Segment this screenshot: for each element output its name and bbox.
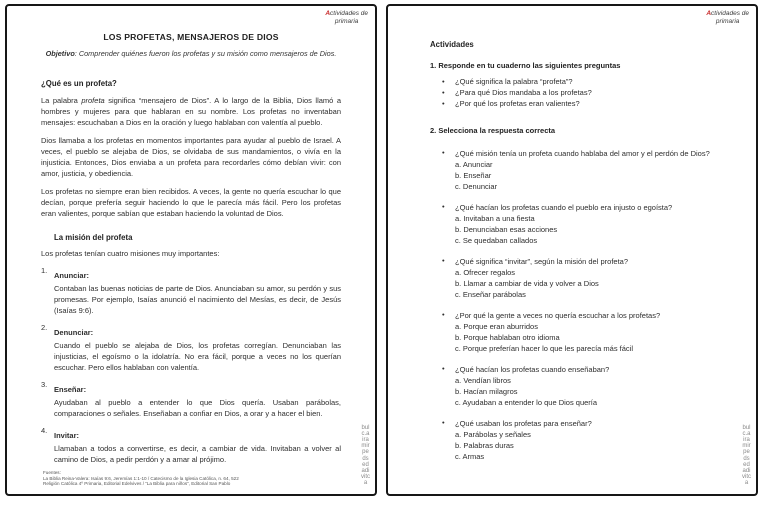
bullet-icon: • (442, 77, 445, 86)
sources-footer (43, 470, 239, 487)
mission-text: Llamaban a todos a convertirse, es decir, a cambiar de vida. Invitaban a volver al camino de Dios, a pedir perdón y a amar al prójimo. (54, 444, 341, 464)
multiple-choice-question (430, 418, 726, 462)
mission-name: Anunciar: (54, 271, 90, 280)
option-text: a. Vendían libros (455, 376, 511, 386)
option-text: c. Porque preferían hacer lo que les parecía más fácil (455, 344, 634, 354)
option-text: c. Ayudaban a entender lo que Dios quería (455, 398, 598, 408)
objective-body: : Comprender quiénes fueron los profetas y su misión como mensajeros de Dios. (74, 49, 337, 58)
mission-text: Ayudaban al pueblo a entender lo que Dios quería. Usaban parábolas, comparaciones o señales. Enseñaban a confiar en Dios, a orar y a hacer el bien. (54, 398, 341, 418)
task1-heading: 1. Responde en tu cuaderno las siguientes preguntas (430, 61, 621, 70)
brand-initial: A (706, 10, 712, 17)
bullet-icon: • (442, 310, 445, 320)
multiple-choice-question (430, 364, 726, 408)
task1-question (430, 99, 726, 110)
brand-logo-line1 (706, 10, 749, 18)
page-title: LOS PROFETAS, MENSAJEROS DE DIOS (103, 32, 279, 42)
option-text: a. Porque eran aburridos (455, 322, 538, 332)
mission-number: 4. (41, 426, 48, 435)
paragraph-1 (41, 95, 341, 128)
mission-item-teach (41, 379, 341, 419)
question-text: ¿Qué hacían los profetas cuando el pueblo era injusto o egoísta? (455, 203, 673, 213)
bullet-icon: • (442, 148, 445, 158)
multiple-choice-question (430, 202, 726, 246)
option-text: b. Porque hablaban otro idioma (455, 333, 560, 343)
bullet-icon: • (442, 418, 445, 428)
option-text: a. Parábolas y señales (455, 430, 531, 440)
page-left (5, 4, 377, 496)
brand-logo (325, 10, 368, 25)
task1-question (430, 77, 726, 88)
mission-number: 3. (41, 380, 48, 389)
multiple-choice-question (430, 256, 726, 300)
sources-footer-line: Religión Católica 4º Primaria, Editorial Edelvives / “La Biblia para niños”, Editorial San Pablo (43, 481, 231, 487)
brand-initial: A (325, 10, 331, 17)
option-text: c. Armas (455, 452, 485, 462)
paragraph-2: Dios llamaba a los profetas en momentos importantes para ayudar al pueblo de Israel. A veces, el pueblo se alejaba de Dios, se olvidaba de sus mandamientos, o vivía en la injusticia. Entonces, Dios enviaba a un profeta para recordarles cómo debían vivir: con amor, justicia, y obediencia. (41, 136, 341, 178)
watermark-vertical-text: bulc.airamirpedsedadivitca (742, 425, 751, 486)
question-text: ¿Qué usaban los profetas para enseñar? (455, 419, 592, 429)
option-text: b. Hacían milagros (455, 387, 518, 397)
brand-logo-line1 (325, 10, 368, 18)
sources-footer-line: Fuentes: (43, 470, 61, 476)
paragraph-1-italic-word: profeta (81, 96, 105, 105)
task1-question-list (430, 77, 726, 109)
bullet-icon: • (442, 87, 445, 97)
right-page-content (388, 6, 756, 462)
bullet-icon: • (442, 98, 445, 108)
option-text: b. Denunciaban esas acciones (455, 225, 558, 235)
task1-question-text: ¿Por qué los profetas eran valientes? (455, 98, 580, 108)
bullet-icon: • (442, 364, 445, 374)
mission-name: Denunciar: (54, 328, 94, 337)
brand-rest: ctividades de (330, 10, 368, 17)
watermark-vertical-text: bulc.airamirpedsedadivitca (361, 425, 370, 486)
objective-label: Objetivo (45, 49, 75, 58)
paragraph-3: Los profetas no siempre eran bien recibidos. A veces, la gente no quería escuchar lo que decían, porque prefería seguir haciendo lo que le parecía más fácil. Pero los profetas eran valientes, porque sabían que estaban haciendo la voluntad de Dios. (41, 187, 341, 218)
sources-footer-line: La Biblia Reina-Valera: Isaías 9:6, Jeremías 1:1-10 / Catecismo de la Iglesia Católica, n. 64, 522 (43, 475, 239, 481)
question-text: ¿Por qué la gente a veces no quería escuchar a los profetas? (455, 311, 661, 321)
task1-question-text: ¿Para qué Dios mandaba a los profetas? (455, 87, 592, 97)
mission-item-invite (41, 425, 341, 465)
mission-item-announce (41, 265, 341, 316)
mission-number: 2. (41, 323, 48, 332)
task2-heading: 2. Selecciona la respuesta correcta (430, 126, 556, 136)
brand-logo (706, 10, 749, 25)
mission-number: 1. (41, 266, 48, 275)
task1-question-text: ¿Qué significa la palabra “profeta”? (455, 77, 573, 86)
option-text: b. Enseñar (455, 171, 492, 181)
bullet-icon: • (442, 256, 445, 266)
mission-intro: Los profetas tenían cuatro misiones muy importantes: (41, 249, 220, 258)
page-right (386, 4, 758, 496)
activities-heading: Actividades (430, 40, 474, 49)
option-text: a. Invitaban a una fiesta (455, 214, 535, 224)
option-text: c. Enseñar parábolas (455, 290, 526, 300)
mission-name: Invitar: (54, 431, 80, 440)
question-text: ¿Qué hacían los profetas cuando enseñaban? (455, 365, 610, 375)
objective-text (41, 49, 341, 58)
section-heading-what-is-a-prophet: ¿Qué es un profeta? (41, 79, 117, 88)
mission-item-denounce (41, 322, 341, 373)
mission-text: Cuando el pueblo se alejaba de Dios, los profetas corregían. Denunciaban las injusticias, el egoísmo o la idolatría. No era fácil, porque a veces no los querían escuchar. Pero ellos hablaban con valentía. (54, 341, 341, 372)
brand-rest: ctividades de (711, 10, 749, 17)
option-text: a. Ofrecer regalos (455, 268, 516, 278)
mission-text: Contaban las buenas noticias de parte de Dios. Anunciaban su amor, su perdón y sus promesas. Por ejemplo, Isaías anunció el nacimiento del Mesías, es decir, de Jesús (Isaías 9:6). (54, 284, 341, 315)
question-text: ¿Qué misión tenía un profeta cuando hablaba del amor y el perdón de Dios? (455, 149, 710, 159)
option-text: b. Palabras duras (455, 441, 514, 451)
option-text: c. Se quedaban callados (455, 236, 538, 246)
bullet-icon: • (442, 202, 445, 212)
multiple-choice-question (430, 148, 726, 192)
option-text: b. Llamar a cambiar de vida y volver a Dios (455, 279, 599, 289)
paragraph-1-pre: La palabra (41, 96, 82, 105)
option-text: c. Denunciar (455, 182, 498, 192)
brand-logo-line2: primaria (334, 17, 359, 25)
option-text: a. Anunciar (455, 160, 493, 170)
left-page-content (7, 6, 375, 465)
mission-name: Enseñar: (54, 385, 87, 394)
multiple-choice-question (430, 310, 726, 354)
question-text: ¿Qué significa “invitar”, según la misión del profeta? (455, 257, 628, 267)
task1-question (430, 88, 726, 99)
brand-logo-line2: primaria (715, 17, 740, 25)
section-heading-mission: La misión del profeta (54, 233, 133, 242)
paragraph-1-post: significa “mensajero de Dios”. A lo largo de la Biblia, Dios llamó a hombres y mujeres para que hablaran en su nombre. Los profetas no inventaban mensajes: escuchaban a Dios en la oración y luego hablaban con valentía al pueblo. (41, 96, 341, 127)
